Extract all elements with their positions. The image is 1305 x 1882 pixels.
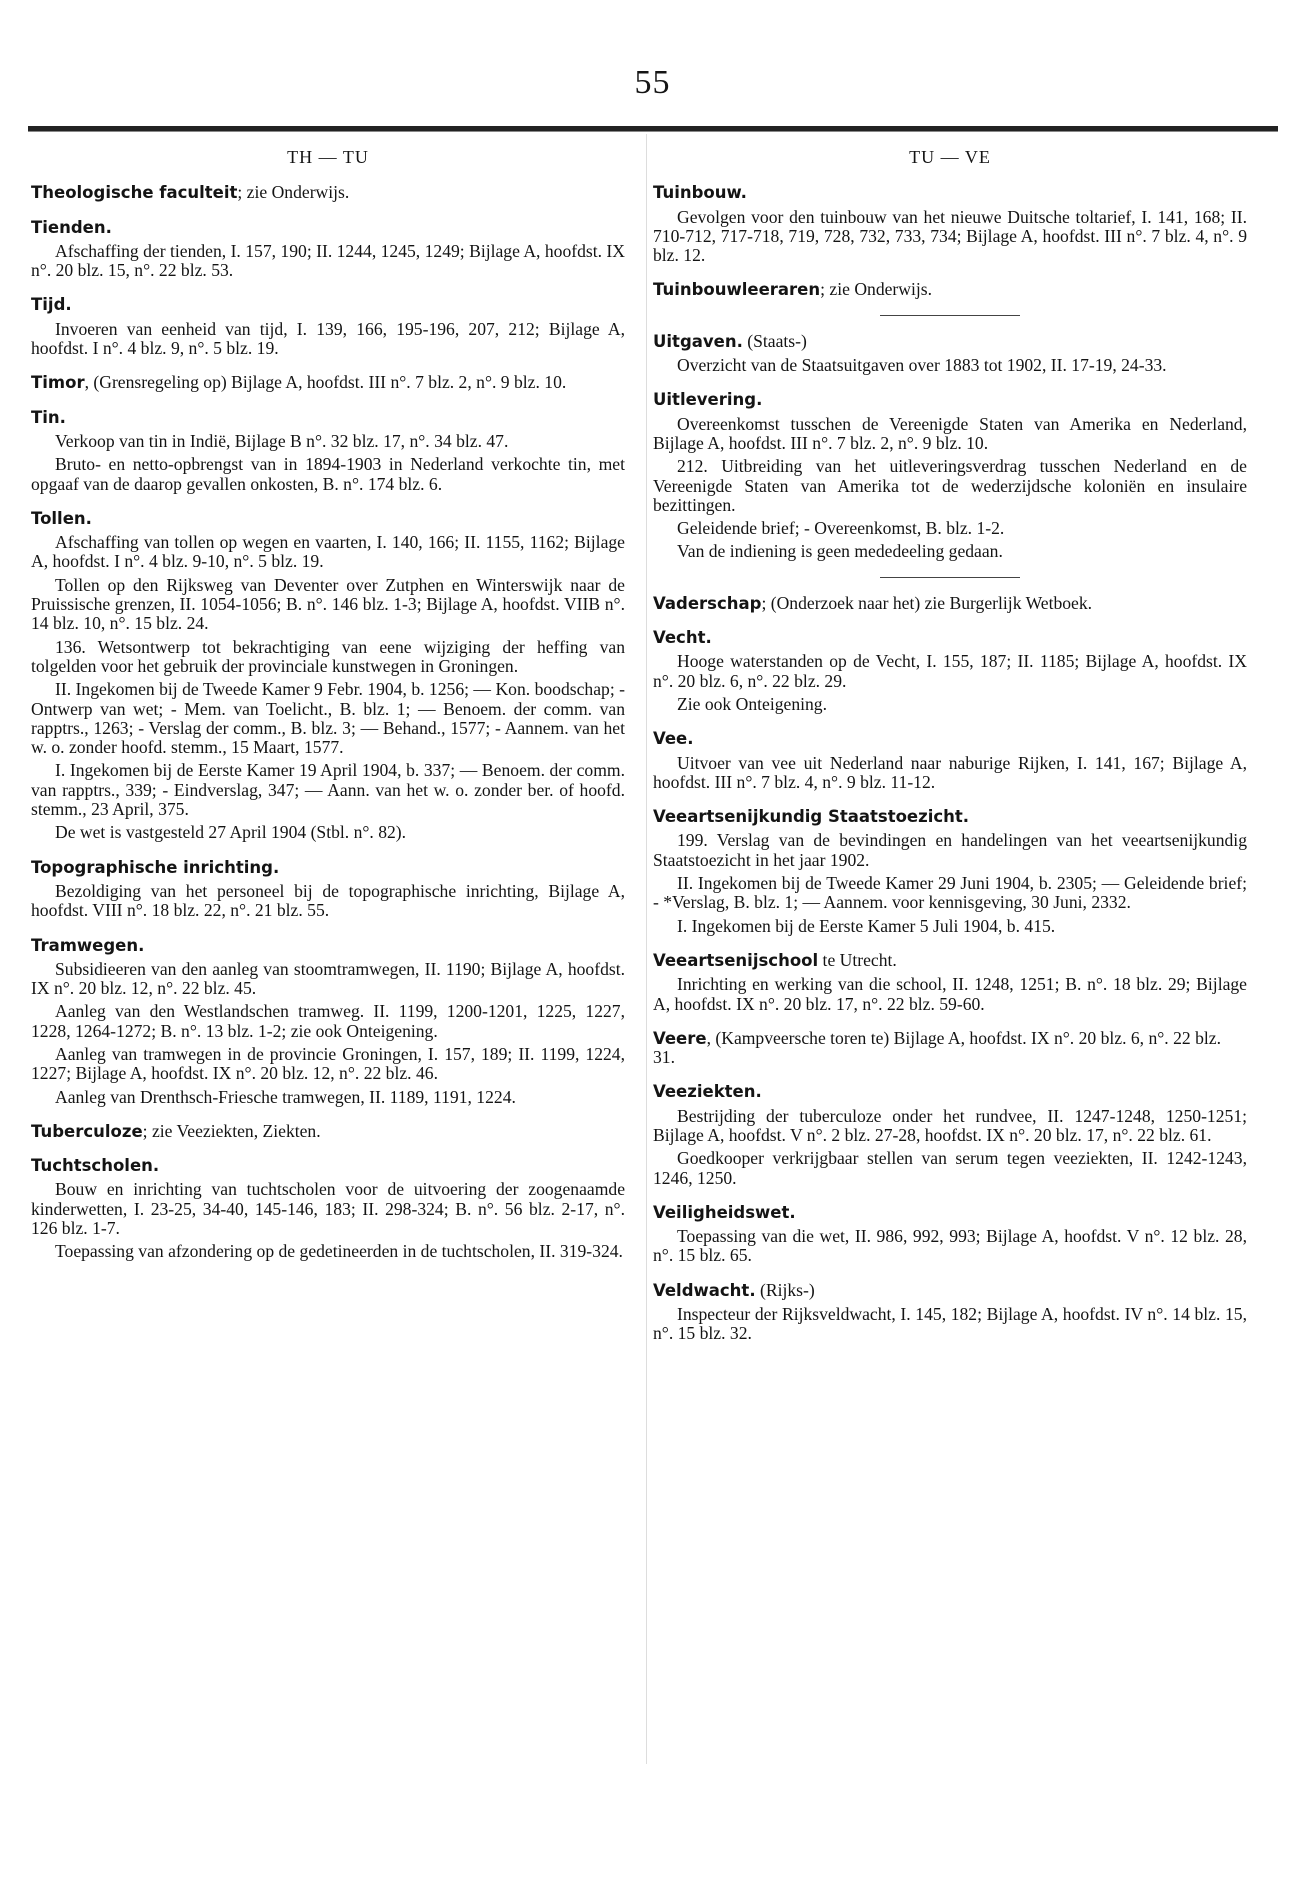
entry-paragraph: De wet is vastgesteld 27 April 1904 (Stbl. n°. 82).: [55, 822, 407, 843]
entry-term: Vecht.: [653, 628, 712, 648]
entry-heading: [653, 1203, 1247, 1222]
entry-paragraph: Zie ook Onteigening.: [677, 693, 828, 714]
entry-paragraph: Inrichting en werking van die school, II. 1248, 1251; B. n°. 18 blz. 29; Bijlage A, hoofdst. IX n°. 20 blz. 17, n°. 22 blz. 59-60.: [653, 974, 1247, 1014]
entry-term-suffix: ; zie Onderwijs.: [820, 279, 933, 300]
entry-heading: [31, 295, 625, 314]
index-entry: [31, 295, 625, 358]
entry-paragraph: 136. Wetsontwerp tot bekrachtiging van eene wijziging der heffing van tolgelden voor het gebruik der provinciale kunstwegen in Groningen.: [31, 636, 625, 676]
index-entry: [31, 183, 625, 202]
entry-heading: [31, 408, 625, 427]
section-separator: [880, 577, 1020, 578]
entry-heading: [31, 1122, 625, 1141]
index-entry: [653, 1082, 1247, 1187]
index-entry: [31, 218, 625, 281]
index-entry: [653, 729, 1247, 792]
entry-heading: [653, 1082, 1247, 1101]
column-divider: [646, 134, 647, 1764]
entry-paragraph: Tollen op den Rijksweg van Deventer over Zutphen en Winterswijk naar de Pruissische grenzen, II. 1054-1056; B. n°. 146 blz. 1-3; Bijlage A, hoofdst. VIIB n°. 14 blz. 10, n°. 15 blz. 24.: [31, 574, 625, 634]
index-entry: [31, 1122, 625, 1141]
entry-paragraph: Overzicht van de Staatsuitgaven over 1883 tot 1902, II. 17-19, 24-33.: [677, 355, 1167, 376]
entry-term: Tuinbouwleeraren: [653, 280, 821, 300]
header-rule: [28, 126, 1278, 132]
entry-paragraph: Inspecteur der Rijksveldwacht, I. 145, 182; Bijlage A, hoofdst. IV n°. 14 blz. 15, n°. 15 blz. 32.: [653, 1304, 1247, 1344]
entry-paragraph: Goedkooper verkrijgbaar stellen van serum tegen veeziekten, II. 1242-1243, 1246, 1250.: [653, 1148, 1247, 1188]
entry-paragraph: Uitvoer van vee uit Nederland naar naburige Rijken, I. 141, 167; Bijlage A, hoofdst. III n°. 7 blz. 4, n°. 9 blz. 11-12.: [653, 752, 1247, 792]
entry-term-suffix: (Rijks-): [755, 1279, 815, 1300]
entry-term: Tuinbouw.: [653, 183, 747, 203]
index-entry: [31, 373, 625, 392]
entry-heading: [653, 628, 1247, 647]
entry-paragraph: Gevolgen voor den tuinbouw van het nieuwe Duitsche toltarief, I. 141, 168; II. 710-712, 717-718, 719, 728, 732, 733, 734; Bijlage A, hoofdst. III n°. 7 blz. 4, n°. 9 blz. 12.: [653, 206, 1247, 266]
entry-term: Tuchtscholen.: [31, 1156, 160, 1176]
entry-heading: [653, 332, 1247, 351]
index-entry: [653, 390, 1247, 561]
entry-paragraph: 212. Uitbreiding van het uitleveringsverdrag tusschen Nederland en de Vereenigde Staten van Amerika tot de wederzijdsche koloniën en insulaire bezittingen.: [653, 456, 1247, 515]
index-entry: [653, 1029, 1247, 1068]
entry-term-suffix: (Staats-): [742, 330, 807, 351]
index-entry: [653, 280, 1247, 299]
entry-term-suffix: ; zie Veeziekten, Ziekten.: [142, 1120, 321, 1141]
entry-paragraph: Aanleg van den Westlandschen tramweg. II. 1199, 1200-1201, 1225, 1227, 1228, 1264-1272; B. n°. 13 blz. 1-2; zie ook Onteigening.: [31, 1001, 625, 1041]
entry-term: Veere: [653, 1028, 707, 1048]
left-column-header: TH — TU: [287, 147, 369, 167]
entry-term: Tramwegen.: [31, 935, 145, 955]
entry-heading: [653, 594, 1247, 613]
entry-term: Topographische inrichting.: [31, 857, 280, 877]
entry-heading: [653, 729, 1247, 748]
index-entry: [31, 408, 625, 494]
entry-heading: [31, 936, 625, 955]
entry-term-suffix: ; zie Onderwijs.: [237, 182, 350, 203]
entry-paragraph: Bestrijding der tuberculoze onder het rundvee, II. 1247-1248, 1250-1251; Bijlage A, hoofdst. V n°. 2 blz. 27-28, hoofdst. IX n°. 20 blz. 17, n°. 22 blz. 61.: [653, 1105, 1247, 1145]
entry-heading: [653, 280, 1247, 299]
entry-term: Veeartsenijkundig Staatstoezicht.: [653, 807, 970, 827]
index-entry: [653, 332, 1247, 376]
left-column: [31, 148, 625, 1277]
entry-term: Vaderschap: [653, 593, 762, 613]
entry-heading: [31, 373, 625, 392]
right-column: [653, 148, 1247, 1359]
entry-paragraph: Toepassing van afzondering op de gedetineerden in de tuchtscholen, II. 319-324.: [55, 1241, 623, 1262]
entry-paragraph: I. Ingekomen bij de Eerste Kamer 19 April 1904, b. 337; — Benoem. der comm. van rapptrs., 339; - Eindverslag, 347; — Aann. van het w. o. zonder ber. of hoofd. stemm., 23 April, 375.: [31, 760, 625, 820]
entry-heading: [653, 807, 1247, 826]
index-entry: [653, 1203, 1247, 1266]
index-entry: [31, 509, 625, 843]
entry-paragraph: 199. Verslag van de bevindingen en handelingen van het veeartsenijkundig Staatstoezicht in het jaar 1902.: [653, 830, 1247, 870]
entry-term: Tollen.: [31, 508, 92, 528]
entry-term: Uitlevering.: [653, 390, 763, 410]
entry-term: Tienden.: [31, 217, 112, 237]
page-number: 55: [634, 64, 671, 101]
entry-paragraph: Invoeren van eenheid van tijd, I. 139, 166, 195-196, 207, 212; Bijlage A, hoofdst. I n°. 4 blz. 9, n°. 5 blz. 19.: [31, 318, 625, 359]
entry-term: Tin.: [31, 407, 66, 427]
index-entry: [653, 1281, 1247, 1344]
entry-paragraph: Overeenkomst tusschen de Vereenigde Staten van Amerika en Nederland, Bijlage A, hoofdst. III n°. 7 blz. 2, n°. 9 blz. 10.: [653, 413, 1247, 453]
entry-paragraph: II. Ingekomen bij de Tweede Kamer 29 Juni 1904, b. 2305; — Geleidende brief; - *Verslag, B. blz. 1; — Aannem. voor kennisgeving, 30 Juni, 2332.: [653, 873, 1247, 913]
entry-paragraph: Subsidieeren van den aanleg van stoomtramwegen, II. 1190; Bijlage A, hoofdst. IX n°. 20 blz. 12, n°. 22 blz. 45.: [31, 958, 625, 999]
entry-paragraph: Afschaffing van tollen op wegen en vaarten, I. 140, 166; II. 1155, 1162; Bijlage A, hoofdst. I n°. 4 blz. 9-10, n°. 5 blz. 19.: [31, 532, 625, 572]
entry-term: Tijd.: [31, 295, 72, 315]
entry-term: Veeartsenijschool: [653, 950, 819, 970]
entry-heading: [653, 1029, 1247, 1068]
entry-paragraph: Bezoldiging van het personeel bij de topographische inrichting, Bijlage A, hoofdst. VIII n°. 18 blz. 22, n°. 21 blz. 55.: [31, 880, 625, 921]
index-entry: [653, 951, 1247, 1014]
right-entries: [653, 183, 1247, 1343]
entry-term-suffix: , (Kampveersche toren te) Bijlage A, hoofdst. IX n°. 20 blz. 6, n°. 22 blz. 31.: [653, 1027, 1221, 1068]
entry-paragraph: II. Ingekomen bij de Tweede Kamer 9 Febr. 1904, b. 1256; — Kon. boodschap; - Ontwerp van wet; - Mem. van Toelicht., B. blz. 1; — Benoem. der comm. van rapptrs., 1263; - Verslag der comm., B. blz. 3; — Behand., 1577; - Aannem. van het w. o. zonder hoofd. stemm., 15 Maart, 1577.: [31, 679, 625, 758]
index-entry: [653, 628, 1247, 714]
entry-heading: [31, 858, 625, 877]
entry-term-suffix: , (Grensregeling op) Bijlage A, hoofdst. III n°. 7 blz. 2, n°. 9 blz. 10.: [84, 372, 567, 393]
index-entry: [31, 936, 625, 1107]
section-separator: [880, 315, 1020, 316]
entry-heading: [653, 1281, 1247, 1300]
index-entry: [653, 183, 1247, 265]
entry-term: Timor: [31, 373, 85, 393]
entry-paragraph: Bruto- en netto-opbrengst van in 1894-1903 in Nederland verkochte tin, met opgaaf van de daarop gevallen onkosten, B. n°. 174 blz. 6.: [31, 454, 625, 494]
index-entry: [31, 1156, 625, 1261]
entry-heading: [653, 390, 1247, 409]
entry-term: Theologische faculteit: [31, 183, 238, 203]
entry-paragraph: Verkoop van tin in Indië, Bijlage B n°. 32 blz. 17, n°. 34 blz. 47.: [55, 430, 509, 451]
right-column-header: TU — VE: [909, 147, 991, 167]
entry-heading: [31, 183, 625, 202]
entry-paragraph: Aanleg van tramwegen in de provincie Groningen, I. 157, 189; II. 1199, 1224, 1227; Bijlage A, hoofdst. IX n°. 20 blz. 12, n°. 22 blz. 46.: [31, 1043, 625, 1084]
entry-paragraph: Toepassing van die wet, II. 986, 992, 993; Bijlage A, hoofdst. V n°. 12 blz. 28, n°. 15 blz. 65.: [653, 1226, 1247, 1266]
entry-term: Veeziekten.: [653, 1082, 762, 1102]
index-entry: [653, 807, 1247, 936]
entry-paragraph: Afschaffing der tienden, I. 157, 190; II. 1244, 1245, 1249; Bijlage A, hoofdst. IX n°. 20 blz. 15, n°. 22 blz. 53.: [31, 240, 625, 281]
entry-heading: [653, 951, 1247, 970]
entry-term: Tuberculoze: [31, 1121, 143, 1141]
entry-paragraph: Bouw en inrichting van tuchtscholen voor de uitvoering der zoogenaamde kinderwetten, I. 23-25, 34-40, 145-146, 183; II. 298-324; B. n°. 56 blz. 2-17, n°. 126 blz. 1-7.: [31, 1179, 625, 1239]
entry-paragraph: Hooge waterstanden op de Vecht, I. 155, 187; II. 1185; Bijlage A, hoofdst. IX n°. 20 blz. 6, n°. 22 blz. 29.: [653, 651, 1247, 691]
entry-heading: [31, 1156, 625, 1175]
entry-heading: [31, 218, 625, 237]
entry-term-suffix: ; (Onderzoek naar het) zie Burgerlijk Wetboek.: [761, 592, 1093, 613]
entry-paragraph: I. Ingekomen bij de Eerste Kamer 5 Juli 1904, b. 415.: [677, 915, 1056, 936]
entry-term-suffix: te Utrecht.: [818, 949, 897, 970]
index-entry: [31, 858, 625, 921]
entry-heading: [31, 509, 625, 528]
entry-heading: [653, 183, 1247, 202]
entry-term: Veldwacht.: [653, 1280, 756, 1300]
entry-paragraph: Aanleg van Drenthsch-Friesche tramwegen, II. 1189, 1191, 1224.: [55, 1086, 516, 1107]
entry-term: Uitgaven.: [653, 331, 743, 351]
entry-term: Vee.: [653, 729, 694, 749]
entry-term: Veiligheidswet.: [653, 1202, 796, 1222]
left-entries: [31, 183, 625, 1261]
entry-paragraph: Van de indiening is geen mededeeling gedaan.: [677, 541, 1003, 562]
index-entry: [653, 594, 1247, 613]
entry-paragraph: Geleidende brief; - Overeenkomst, B. blz. 1-2.: [677, 518, 1005, 539]
